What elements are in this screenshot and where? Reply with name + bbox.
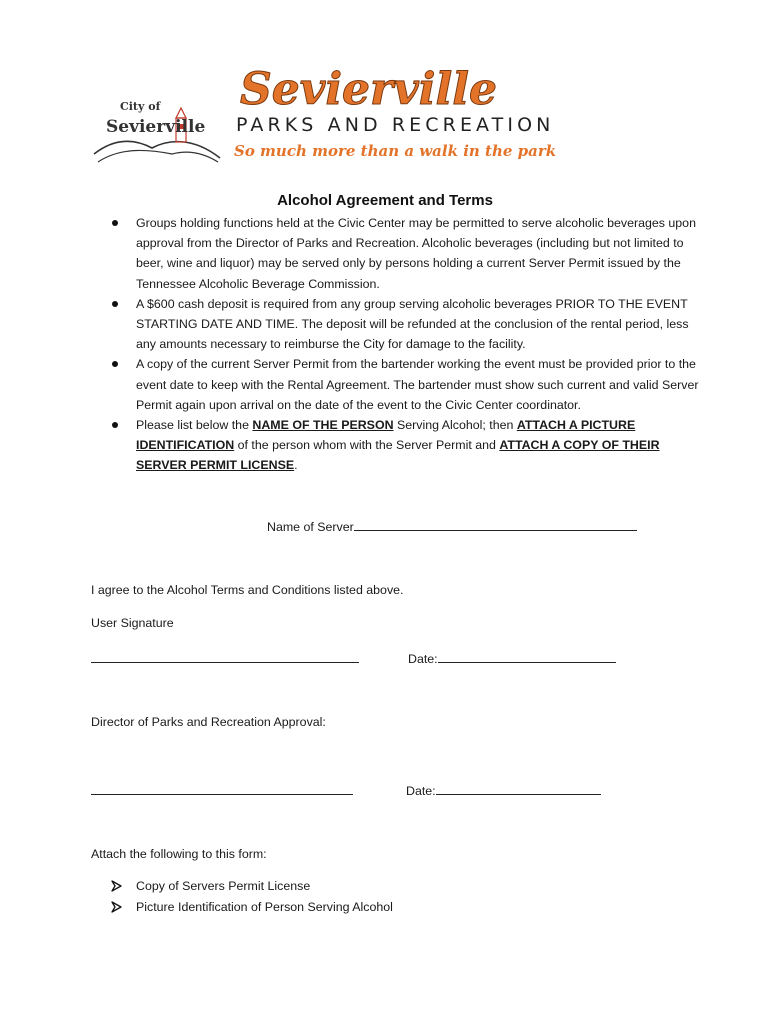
arrow-bullet-icon xyxy=(110,901,122,913)
term-text: Groups holding functions held at the Civic Center may be permitted to serve alcoholic beverages upon approval from the Director of Parks and Recreation. Alcoholic beverages (including but not limited to beer, wine and liquor) may be served only by persons holding a current Server Permit issued by the Tennessee Alcoholic Beverage Commission. xyxy=(136,216,696,291)
director-signature-field[interactable] xyxy=(91,781,353,795)
term-text-part: . xyxy=(294,458,298,473)
list-item xyxy=(104,354,704,415)
director-date-field[interactable] xyxy=(436,781,601,795)
director-date-row xyxy=(406,781,601,798)
brand-name-text: Sevierville xyxy=(240,64,497,115)
user-signature-row xyxy=(91,649,359,666)
bullet-icon xyxy=(112,422,118,428)
term-emphasis: ATTACH A COPY OF THEIR SERVER PERMIT LICENSE xyxy=(136,438,660,473)
bullet-icon xyxy=(112,220,118,226)
date-label: Date: xyxy=(408,652,438,666)
attach-heading: Attach the following to this form: xyxy=(91,847,267,861)
agree-statement: I agree to the Alcohol Terms and Conditions listed above. xyxy=(91,583,404,597)
brand-subtitle: PARKS AND RECREATION xyxy=(236,114,555,136)
name-of-server-field[interactable] xyxy=(354,517,637,531)
list-item xyxy=(104,415,704,476)
term-text-part: Please list below the xyxy=(136,418,253,433)
list-item xyxy=(108,876,608,897)
attach-list xyxy=(108,876,608,917)
city-logo-line2: Sevierville xyxy=(106,117,206,137)
director-signature-row xyxy=(91,781,353,798)
user-signature-label: User Signature xyxy=(91,616,174,630)
name-of-server-row xyxy=(267,517,637,534)
list-item xyxy=(108,897,608,918)
user-date-field[interactable] xyxy=(438,649,616,663)
city-of-sevierville-logo xyxy=(92,96,222,176)
city-logo-line1: City of xyxy=(120,100,161,113)
term-text: A copy of the current Server Permit from the bartender working the event must be provided prior to the event date to keep with the Rental Agreement. The bartender must show such current and valid Server Permit again upon arrival on the date of the event to the Civic Center coordinator. xyxy=(136,357,699,412)
bullet-icon xyxy=(112,301,118,307)
list-item xyxy=(104,294,704,355)
attach-item-text: Copy of Servers Permit License xyxy=(136,879,311,893)
term-text-part: Serving Alcohol; then xyxy=(393,418,517,433)
list-item xyxy=(104,213,704,294)
user-signature-field[interactable] xyxy=(91,649,359,663)
terms-list xyxy=(104,213,704,476)
bullet-icon xyxy=(112,361,118,367)
term-text-part: of the person whom with the Server Permit and xyxy=(234,438,500,453)
document-title: Alcohol Agreement and Terms xyxy=(277,192,493,209)
brand-tagline: So much more than a walk in the park xyxy=(234,142,557,160)
brand-name-wordmark xyxy=(238,60,528,116)
director-approval-label: Director of Parks and Recreation Approval: xyxy=(91,715,326,729)
user-date-row xyxy=(408,649,616,666)
term-emphasis: NAME OF THE PERSON xyxy=(252,418,394,433)
term-emphasis: ATTACH A PICTURE IDENTIFICATION xyxy=(136,418,636,453)
attach-item-text: Picture Identification of Person Serving Alcohol xyxy=(136,899,393,914)
name-of-server-label: Name of Server xyxy=(267,520,354,534)
arrow-bullet-icon xyxy=(110,880,122,892)
date-label: Date: xyxy=(406,784,436,798)
term-text: A $600 cash deposit is required from any group serving alcoholic beverages PRIOR TO THE EVENT STARTING DATE AND TIME. The deposit will be refunded at the conclusion of the rental period, less any amounts necessary to reimburse the City for damage to the facility. xyxy=(136,296,689,352)
